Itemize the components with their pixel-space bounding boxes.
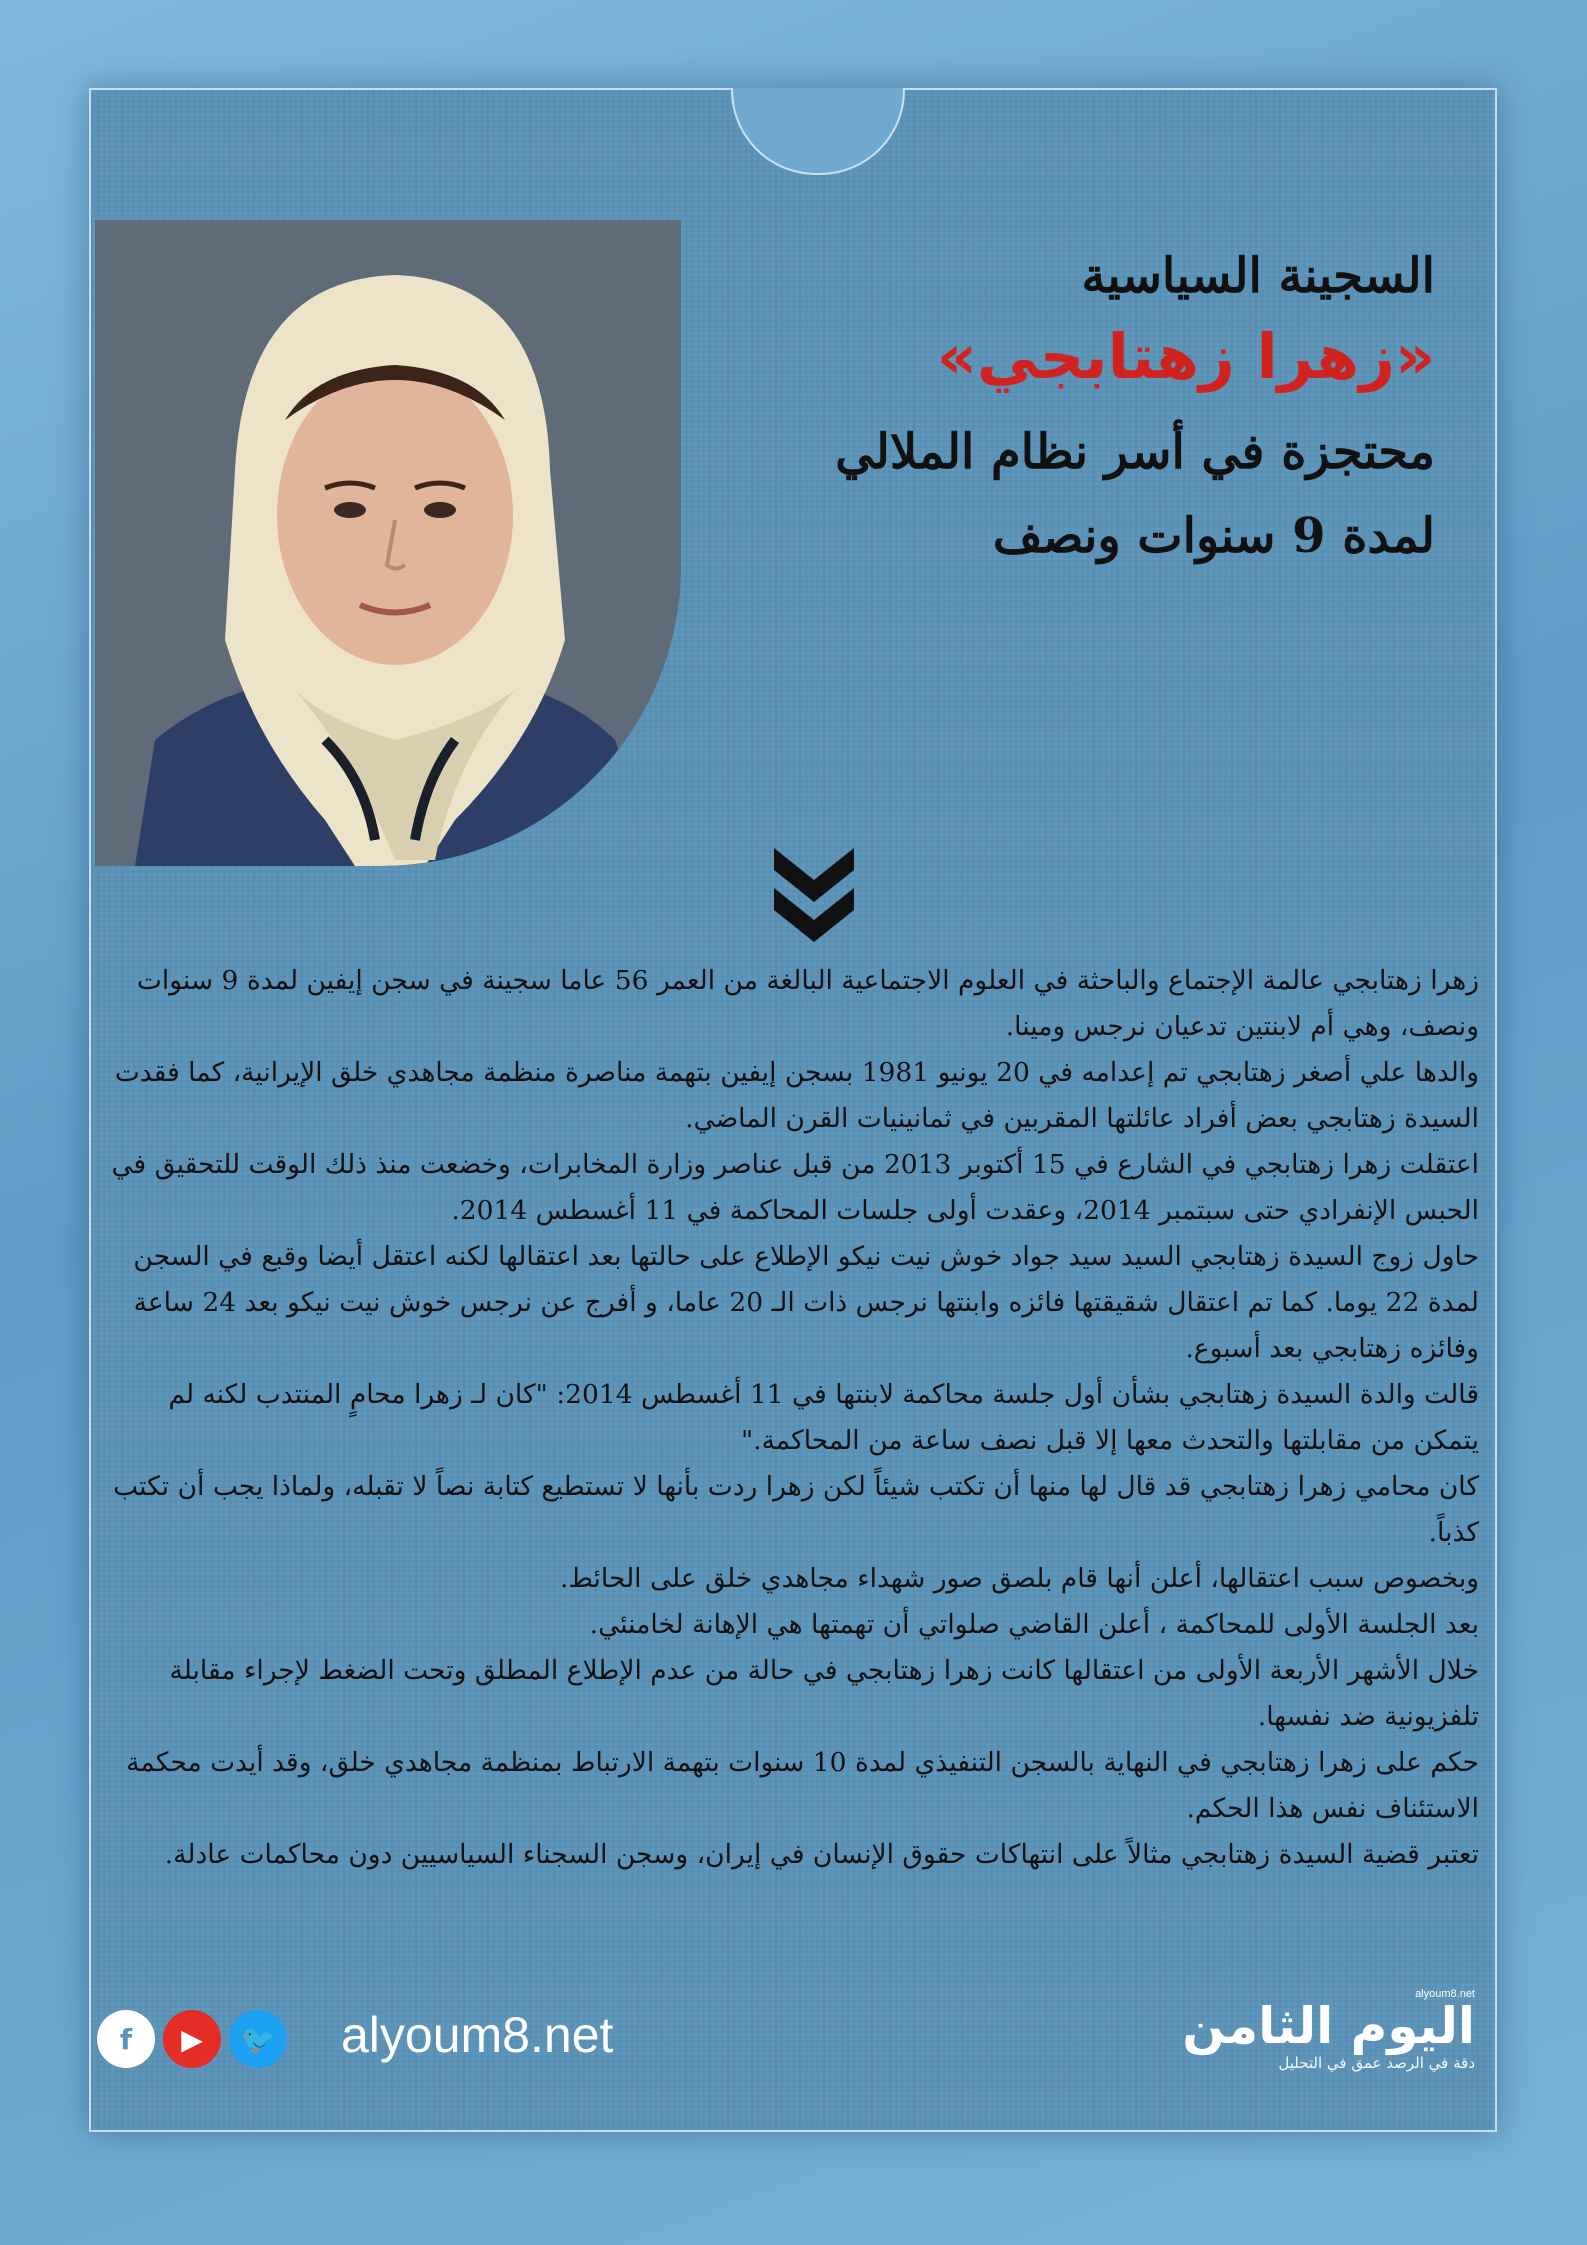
paragraph: تعتبر قضية السيدة زهتابجي مثالاً على انتهاكات حقوق الإنسان في إيران، وسجن السجناء السياسيين دون محاكمات عادلة. bbox=[164, 1839, 1479, 1870]
paragraph: كان محامي زهرا زهتابجي قد قال لها منها أن تكتب شيئاً لكن زهرا ردت بأنها لا تستطيع كتابة نصاً لا تقبله، ولماذا يجب أن تكتب كذباً. bbox=[113, 1471, 1479, 1548]
paragraph: زهرا زهتابجي عالمة الإجتماع والباحثة في العلوم الاجتماعية البالغة من العمر 56 عاما سجينة في سجن إيفين لمدة 9 سنوات ونصف، وهي أم لابنتين تدعيان نرجس ومينا. bbox=[136, 965, 1479, 1042]
chevron-down-icon bbox=[764, 838, 864, 948]
facebook-icon[interactable]: f bbox=[97, 2010, 155, 2068]
paragraph: حاول زوج السيدة زهتابجي السيد سيد جواد خوش نيت نيكو الإطلاع على حالتها بعد اعتقالها لكنه اعتقل أيضا وقبع في السجن لمدة 22 يوما. كما تم اعتقال شقيقتها فائزه وابنتها نرجس ذات الـ 20 عاما، و أفرج عن نرجس خوش نيت نيكو بعد 24 ساعة وفائزه زهتابجي بعد أسبوع. bbox=[133, 1241, 1479, 1364]
paragraph: اعتقلت زهرا زهتابجي في الشارع في 15 أكتوبر 2013 من قبل عناصر وزارة المخابرات، وخضعت منذ ذلك الوقت للتحقيق في الحبس الإنفرادي حتى سبتمبر 2014، وعقدت أولى جلسات المحاكمة في 11 أغسطس 2014. bbox=[111, 1149, 1479, 1226]
headline-line1: السجينة السياسية bbox=[1081, 248, 1435, 304]
youtube-icon[interactable]: ▶ bbox=[163, 2010, 221, 2068]
headline-block bbox=[715, 240, 1435, 572]
footer bbox=[91, 1988, 1495, 2130]
paragraph: وبخصوص سبب اعتقالها، أعلن أنها قام بلصق صور شهداء مجاهدي خلق على الحائط. bbox=[559, 1563, 1479, 1594]
social-links bbox=[97, 2010, 287, 2068]
twitter-icon[interactable]: 🐦 bbox=[229, 2010, 287, 2068]
paragraph: قالت والدة السيدة زهتابجي بشأن أول جلسة محاكمة لابنتها في 11 أغسطس 2014: "كان لـ زهرا محامٍ المنتدب لكنه لم يتمكن من مقابلتها والتحدث معها إلا قبل نصف ساعة من المحاكمة." bbox=[168, 1379, 1479, 1456]
paragraph: حكم على زهرا زهتابجي في النهاية بالسجن التنفيذي لمدة 10 سنوات بتهمة الارتباط بمنظمة مجاهدي خلق، وقد أيدت محكمة الاستئناف نفس هذا الحكم. bbox=[126, 1747, 1479, 1824]
headline-line4: لمدة 9 سنوات ونصف bbox=[992, 508, 1435, 564]
headline-line3: محتجزة في أسر نظام الملالي bbox=[835, 424, 1435, 480]
paragraph: خلال الأشهر الأربعة الأولى من اعتقالها كانت زهرا زهتابجي في حالة من عدم الإطلاع المطلق وتحت الضغط لإجراء مقابلة تلفزيونية ضد نفسها. bbox=[169, 1655, 1479, 1732]
logo-small-url: alyoum8.net bbox=[1415, 1988, 1475, 2000]
website-link[interactable]: alyoum8.net bbox=[341, 2007, 614, 2063]
logo-tagline: دقة في الرصد عمق في التحليل bbox=[1278, 2054, 1475, 2072]
paragraph: والدها علي أصغر زهتابجي تم إعدامه في 20 يونيو 1981 بسجن إيفين بتهمة مناصرة منظمة مجاهدي خلق الإيرانية، كما فقدت السيدة زهتابجي بعض أفراد عائلتها المقربين في ثمانينيات القرن الماضي. bbox=[114, 1057, 1479, 1134]
headline-name: «زهرا زهتابجي» bbox=[936, 320, 1435, 393]
brand-logo bbox=[1182, 1988, 1475, 2072]
card-notch bbox=[731, 88, 905, 175]
article-body bbox=[99, 958, 1479, 1878]
paragraph: بعد الجلسة الأولى للمحاكمة ، أعلن القاضي صلواتي أن تهمتها هي الإهانة لخامنئي. bbox=[589, 1609, 1479, 1640]
infographic-card bbox=[89, 88, 1497, 2132]
logo-text: اليوم الثامن bbox=[1182, 1997, 1475, 2055]
portrait-photo bbox=[95, 220, 681, 866]
